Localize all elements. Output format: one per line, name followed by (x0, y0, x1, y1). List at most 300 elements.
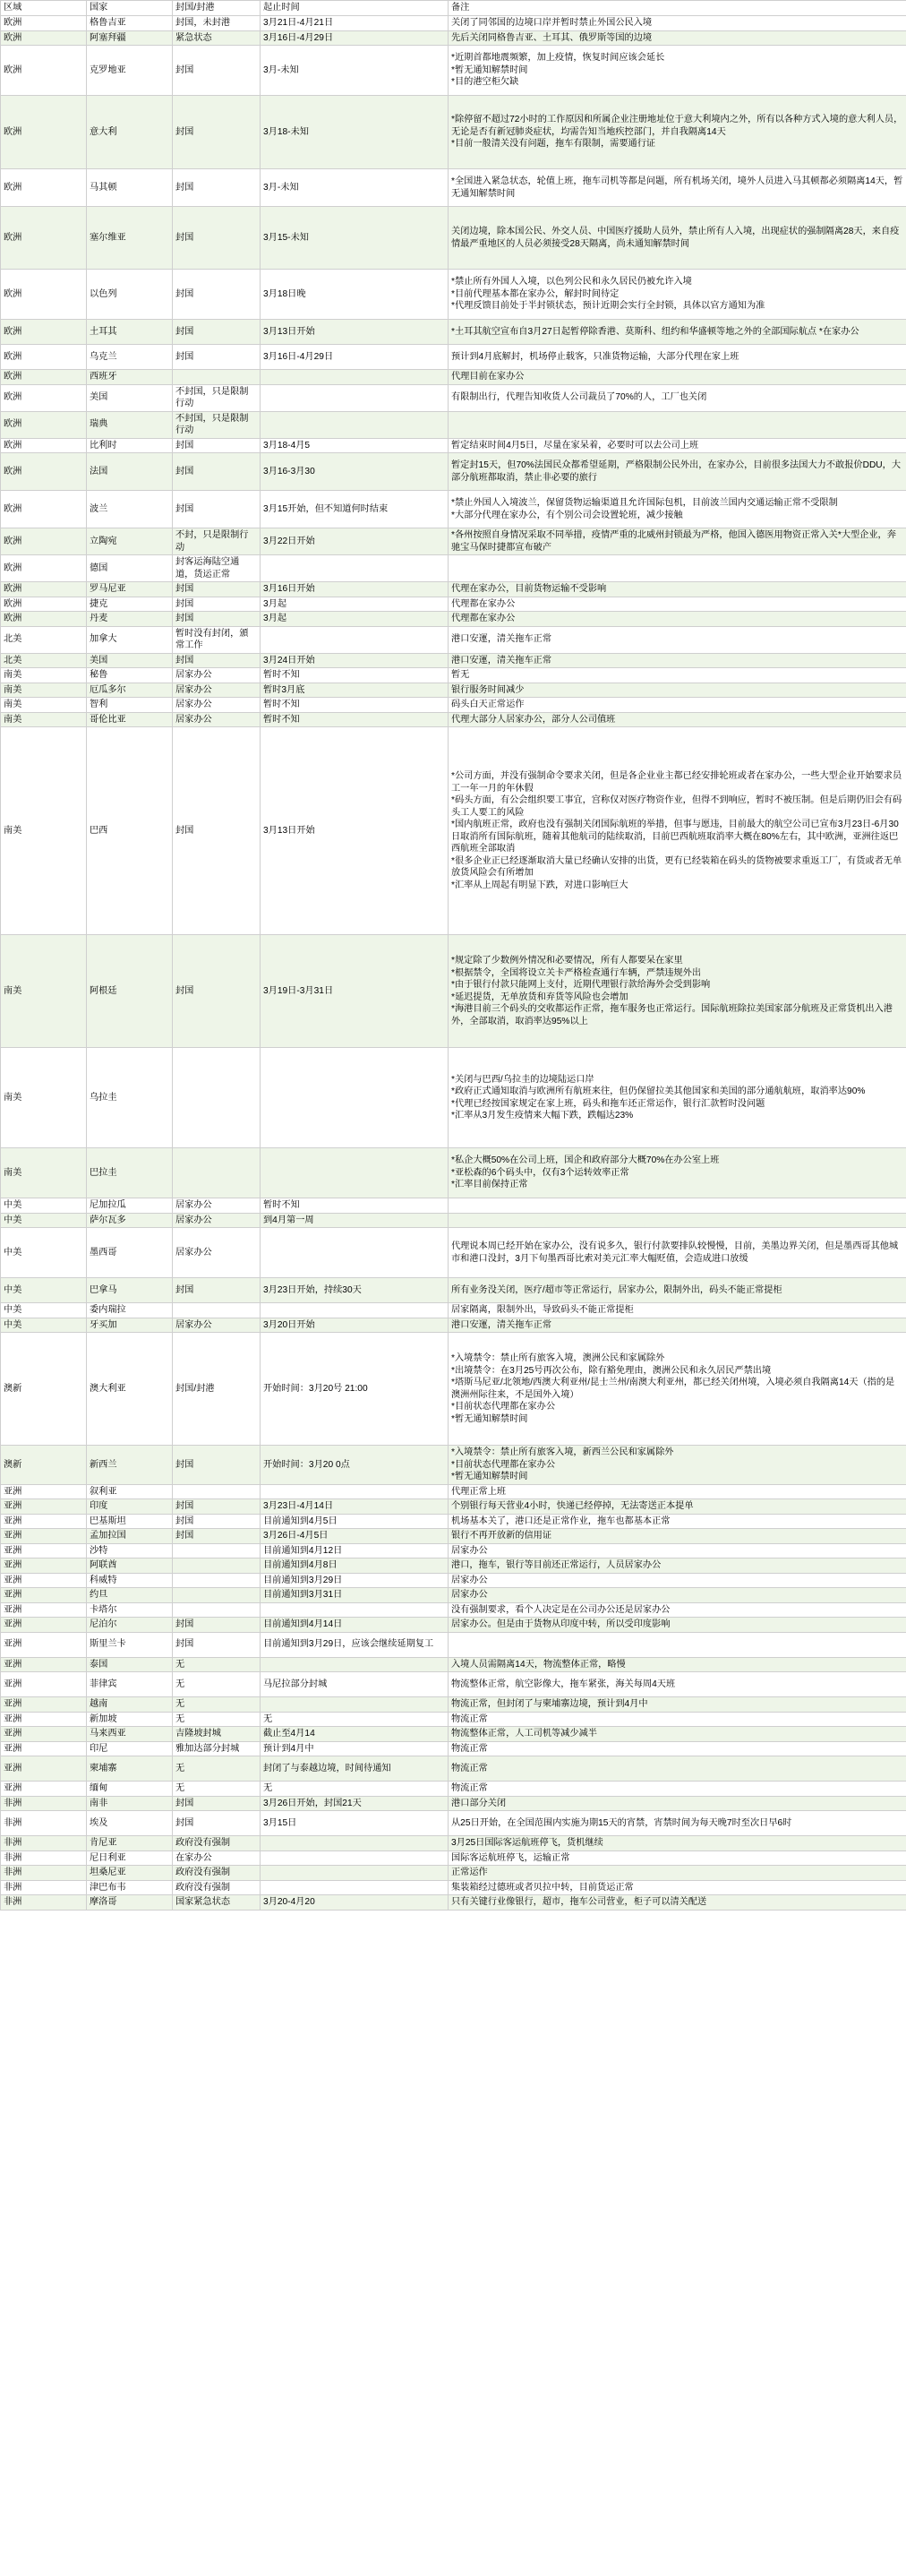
cell-period: 3月21日-4月21日 (261, 16, 449, 31)
cell-notes: 关闭边境，除本国公民、外交人员、中国医疗援助人员外，禁止所有人入境，出现症状的强制隔离28天，来自疫情最严重地区的人员必须接受28天隔离，尚未通知解禁时间 (449, 207, 906, 270)
cell-notes: 暂定封15天，但70%法国民众都希望延期，严格限制公民外出，在家办公，目前很多法国大力不敢报价DDU，大部分航班都取消，禁止非必要的旅行 (449, 453, 906, 491)
cell-country: 孟加拉国 (87, 1529, 173, 1544)
cell-lockdown: 无 (173, 1657, 261, 1672)
cell-period: 暂时不知 (261, 1198, 449, 1214)
cell-period: 3月20日开始 (261, 1318, 449, 1333)
cell-country: 墨西哥 (87, 1228, 173, 1278)
cell-lockdown: 暂时没有封闭，頒常工作 (173, 626, 261, 653)
table-row (1, 96, 906, 169)
table-row (1, 270, 906, 320)
cell-notes: 银行不再开放新的信用证 (449, 1529, 906, 1544)
cell-period: 无 (261, 1712, 449, 1727)
cell-period: 3月22日开始 (261, 528, 449, 555)
cell-notes: 没有强制要求，看个人决定是在公司办公还是居家办公 (449, 1602, 906, 1618)
cell-region: 欧洲 (1, 438, 87, 453)
cell-notes: *近期首都地震频繁，加上疫情，恢复时间应该会延长 *暂无通知解禁时间 *目的港空柜欠缺 (449, 46, 906, 96)
header-notes: 备注 (449, 1, 906, 16)
cell-region: 中美 (1, 1303, 87, 1318)
cell-period: 3月23日开始，持续30天 (261, 1278, 449, 1303)
table-row (1, 1632, 906, 1657)
cell-region: 中美 (1, 1198, 87, 1214)
cell-notes: *除停留不超过72小时的工作原因和所属企业注册地址位于意大利境内之外，所有以各种方式入境的意大利人员，无论是否有新冠肺炎症状，均需告知当地疾控部门，并自我隔离14天 *目前一般清关没有问题，拖车有限制，需要通行证 (449, 96, 906, 169)
cell-lockdown: 封国 (173, 935, 261, 1048)
cell-notes: 物流正常 (449, 1712, 906, 1727)
table-row (1, 1484, 906, 1499)
cell-notes: 港口安運，清关拖车正常 (449, 1318, 906, 1333)
cell-region: 欧洲 (1, 96, 87, 169)
table-row (1, 320, 906, 345)
cell-lockdown (173, 1573, 261, 1588)
cell-country: 阿根廷 (87, 935, 173, 1048)
cell-notes: 代理在家办公，目前货物运输不受影响 (449, 582, 906, 597)
cell-region: 亚洲 (1, 1672, 87, 1697)
table-row (1, 370, 906, 385)
cell-country: 加拿大 (87, 626, 173, 653)
cell-country: 越南 (87, 1697, 173, 1713)
cell-period: 截止至4月14 (261, 1727, 449, 1742)
cell-lockdown (173, 370, 261, 385)
table-row (1, 1228, 906, 1278)
table-row (1, 698, 906, 713)
cell-country: 牙买加 (87, 1318, 173, 1333)
cell-lockdown: 政府没有强制 (173, 1836, 261, 1851)
cell-notes: 3月25日国际客运航班停飞，货机继续 (449, 1836, 906, 1851)
cell-country: 波兰 (87, 491, 173, 528)
cell-lockdown (173, 1148, 261, 1198)
cell-period: 目前通知到3月29日 (261, 1573, 449, 1588)
cell-region: 欧洲 (1, 270, 87, 320)
cell-period: 3月16日-4月29日 (261, 345, 449, 370)
cell-country: 秘鲁 (87, 668, 173, 683)
cell-country: 津巴布韦 (87, 1880, 173, 1895)
cell-region: 南美 (1, 1148, 87, 1198)
cell-country: 塞尔维亚 (87, 207, 173, 270)
table-row (1, 555, 906, 582)
table-row (1, 1697, 906, 1713)
cell-region: 南美 (1, 698, 87, 713)
cell-country: 克罗地亚 (87, 46, 173, 96)
cell-country: 丹麦 (87, 612, 173, 627)
table-row (1, 411, 906, 438)
cell-lockdown: 封国 (173, 612, 261, 627)
cell-country: 哥伦比亚 (87, 712, 173, 727)
header-country: 国家 (87, 1, 173, 16)
cell-notes: *入境禁令：禁止所有旅客入境，澳洲公民和家属除外 *出境禁令：在3月25号再次公布，除有豁免理由，澳洲公民和永久居民严禁出境 *塔斯马尼亚/北领地/西澳大利亚州/昆士兰州/南澳大利亚州，都已经关闭州境，入境必须自我隔离14天（指的是澳洲州际往来，不是国外入境） *目前状态代理都在家办公 *暂无通知解禁时间 (449, 1333, 906, 1446)
cell-notes: *私企大概50%在公司上班，国企和政府部分大概70%在办公室上班 *亚松森的6个码头中，仅有3个运转效率正常 *汇率目前保持正常 (449, 1148, 906, 1198)
cell-region: 南美 (1, 1048, 87, 1148)
cell-lockdown: 在家办公 (173, 1850, 261, 1866)
cell-country: 科威特 (87, 1573, 173, 1588)
cell-country: 委内瑞拉 (87, 1303, 173, 1318)
table-row (1, 453, 906, 491)
cell-lockdown: 封国 (173, 169, 261, 207)
table-row (1, 1333, 906, 1446)
cell-lockdown: 居家办公 (173, 1318, 261, 1333)
cell-period: 3月16-3月30 (261, 453, 449, 491)
cell-country: 马其顿 (87, 169, 173, 207)
table-row (1, 1895, 906, 1911)
table-row (1, 1213, 906, 1228)
cell-lockdown: 封国 (173, 1278, 261, 1303)
cell-notes: 居家办公 (449, 1543, 906, 1558)
cell-notes: *各州按照自身情况采取不同举措，疫情严重的北威州封锁最为严格，他国入德医用物资正常入关*大型企业，奔驰宝马保时捷都宣布破产 (449, 528, 906, 555)
cell-country: 巴西 (87, 727, 173, 935)
table-row (1, 727, 906, 935)
cell-region: 欧洲 (1, 370, 87, 385)
cell-period: 3月-未知 (261, 46, 449, 96)
cell-notes: *禁止所有外国人入境，以色列公民和永久居民仍被允许入境 *目前代理基本都在家办公，解封时间待定 *代理反馈目前处于半封锁状态，预计近期会实行全封锁，具体以官方通知为准 (449, 270, 906, 320)
cell-lockdown: 无 (173, 1756, 261, 1782)
table-row (1, 384, 906, 411)
cell-notes: 港口部分关闭 (449, 1796, 906, 1811)
cell-notes: 暂无 (449, 668, 906, 683)
cell-region: 非洲 (1, 1796, 87, 1811)
cell-region: 亚洲 (1, 1602, 87, 1618)
table-row (1, 1543, 906, 1558)
cell-notes: 所有业务没关闭，医疗/超市等正常运行，居家办公，限制外出，码头不能正常提柜 (449, 1278, 906, 1303)
cell-lockdown: 封国 (173, 46, 261, 96)
cell-lockdown: 封国 (173, 1446, 261, 1485)
cell-region: 非洲 (1, 1895, 87, 1911)
table-row (1, 1727, 906, 1742)
cell-period: 目前通知到4月14日 (261, 1618, 449, 1633)
table-row (1, 1278, 906, 1303)
cell-period: 暂时不知 (261, 712, 449, 727)
cell-notes: 代理大部分人居家办公，部分人公司值班 (449, 712, 906, 727)
cell-country: 阿联酋 (87, 1558, 173, 1574)
cell-region: 北美 (1, 626, 87, 653)
cell-lockdown: 政府没有强制 (173, 1880, 261, 1895)
cell-period (261, 1880, 449, 1895)
cell-region: 欧洲 (1, 597, 87, 612)
cell-notes: 预计到4月底解封，机场停止载客，只准货物运输，大部分代理在家上班 (449, 345, 906, 370)
cell-region: 亚洲 (1, 1657, 87, 1672)
cell-lockdown (173, 1602, 261, 1618)
cell-region: 亚洲 (1, 1588, 87, 1603)
cell-notes: 港口安運，清关拖车正常 (449, 626, 906, 653)
cell-country: 德国 (87, 555, 173, 582)
cell-region: 澳新 (1, 1446, 87, 1485)
table-row (1, 528, 906, 555)
cell-notes: 银行服务时间减少 (449, 683, 906, 698)
cell-region: 亚洲 (1, 1712, 87, 1727)
cell-region: 中美 (1, 1228, 87, 1278)
cell-country: 意大利 (87, 96, 173, 169)
cell-notes (449, 555, 906, 582)
cell-period: 3月15开始，但不知道何时结束 (261, 491, 449, 528)
cell-country: 肯尼亚 (87, 1836, 173, 1851)
cell-lockdown: 封国/封港 (173, 1333, 261, 1446)
cell-lockdown: 封国 (173, 345, 261, 370)
cell-period (261, 626, 449, 653)
cell-region: 亚洲 (1, 1484, 87, 1499)
cell-region: 欧洲 (1, 30, 87, 46)
cell-period: 封闭了与泰越边境，时间待通知 (261, 1756, 449, 1782)
cell-period: 3月20-4月20 (261, 1895, 449, 1911)
cell-region: 非洲 (1, 1850, 87, 1866)
cell-region: 亚洲 (1, 1782, 87, 1797)
cell-region: 澳新 (1, 1333, 87, 1446)
cell-lockdown: 封国 (173, 1796, 261, 1811)
cell-country: 美国 (87, 384, 173, 411)
cell-period: 3月18-4月5 (261, 438, 449, 453)
cell-notes (449, 1632, 906, 1657)
cell-lockdown: 不封国，只是限制行动 (173, 411, 261, 438)
cell-notes: *规定除了少数例外情况和必要情况，所有人都要呆在家里 *根据禁令，全国将设立关卡严格检查通行车辆，严禁违规外出 *由于银行付款只能网上支付，近期代理银行款给海外会受到影响 *延迟提货，无单放货和弃货等风险也会增加 *海港目前三个码头的交收都运作正常，拖车服务也正常运行。国际航班除拉美国家部分航班及正常货机出入港外，全部取消，取消率达95%以上 (449, 935, 906, 1048)
cell-region: 南美 (1, 668, 87, 683)
cell-lockdown: 雅加达部分封城 (173, 1741, 261, 1756)
cell-region: 欧洲 (1, 16, 87, 31)
cell-period: 3月13日开始 (261, 727, 449, 935)
cell-notes: 关闭了同邻国的边境口岸并暂时禁止外国公民入境 (449, 16, 906, 31)
cell-country: 尼加拉瓜 (87, 1198, 173, 1214)
cell-region: 亚洲 (1, 1727, 87, 1742)
cell-region: 欧洲 (1, 582, 87, 597)
cell-lockdown (173, 1543, 261, 1558)
cell-notes: 物流正常 (449, 1782, 906, 1797)
cell-notes (449, 1213, 906, 1228)
cell-country: 卡塔尔 (87, 1602, 173, 1618)
cell-region: 亚洲 (1, 1632, 87, 1657)
cell-period: 开始时间：3月20 0点 (261, 1446, 449, 1485)
cell-period: 目前通知到3月29日，应该会继续延期复工 (261, 1632, 449, 1657)
cell-region: 南美 (1, 683, 87, 698)
cell-period: 暂时不知 (261, 668, 449, 683)
cell-notes: 代理都在家办公 (449, 597, 906, 612)
cell-period (261, 1484, 449, 1499)
cell-notes: *关闭与巴西/乌拉圭的边境陆运口岸 *政府正式通知取消与欧洲所有航班来往，但仍保留拉美其他国家和美国的部分通航航班，取消率达90% *代理已经按国家规定在家上班，码头和拖车还正常运作，银行汇款暂时没问题 *汇率从3月发生疫情来大幅下跌，跌幅达23% (449, 1048, 906, 1148)
table-row (1, 1198, 906, 1214)
cell-period (261, 1836, 449, 1851)
table-row (1, 1741, 906, 1756)
cell-region: 亚洲 (1, 1543, 87, 1558)
cell-notes: 入境人员需隔离14天，物流整体正常，略慢 (449, 1657, 906, 1672)
cell-lockdown: 封国 (173, 1499, 261, 1515)
cell-period: 3月18日晚 (261, 270, 449, 320)
cell-lockdown: 无 (173, 1782, 261, 1797)
cell-lockdown (173, 1588, 261, 1603)
cell-notes: *全国进入紧急状态，轮值上班，拖车司机等都是问题，所有机场关闭，境外人员进入马其顿都必须隔离14天，暂无通知解禁时间 (449, 169, 906, 207)
table-row (1, 438, 906, 453)
cell-notes: 居家办公 (449, 1588, 906, 1603)
cell-country: 新西兰 (87, 1446, 173, 1485)
cell-notes (449, 1198, 906, 1214)
cell-lockdown: 政府没有强制 (173, 1866, 261, 1881)
cell-notes: 居家办公 (449, 1573, 906, 1588)
cell-country: 柬埔寨 (87, 1756, 173, 1782)
cell-country: 巴基斯坦 (87, 1514, 173, 1529)
cell-period (261, 370, 449, 385)
cell-period: 目前通知到3月31日 (261, 1588, 449, 1603)
table-body (1, 16, 906, 1911)
cell-region: 亚洲 (1, 1697, 87, 1713)
table-row (1, 612, 906, 627)
cell-country: 智利 (87, 698, 173, 713)
cell-period (261, 1602, 449, 1618)
table-row (1, 1048, 906, 1148)
cell-period (261, 384, 449, 411)
cell-region: 亚洲 (1, 1573, 87, 1588)
cell-country: 摩洛哥 (87, 1895, 173, 1911)
cell-lockdown: 封国 (173, 653, 261, 668)
cell-country: 比利时 (87, 438, 173, 453)
table-row (1, 1588, 906, 1603)
table-row (1, 1712, 906, 1727)
table-row (1, 1573, 906, 1588)
cell-country: 斯里兰卡 (87, 1632, 173, 1657)
cell-notes: 机场基本关了，港口还是正常作业，拖车也都基本正常 (449, 1514, 906, 1529)
table-row (1, 1866, 906, 1881)
cell-lockdown (173, 1303, 261, 1318)
header-period: 起止时间 (261, 1, 449, 16)
cell-notes: 国际客运航班停飞，运输正常 (449, 1850, 906, 1866)
cell-notes: 居家办公。但是由于货物从印度中转，所以受印度影响 (449, 1618, 906, 1633)
cell-period: 开始时间：3月20号 21:00 (261, 1333, 449, 1446)
cell-notes: 只有关键行业像银行，超市，拖车公司营业，柜子可以清关配送 (449, 1895, 906, 1911)
cell-lockdown: 无 (173, 1712, 261, 1727)
cell-country: 埃及 (87, 1811, 173, 1836)
cell-lockdown: 封国 (173, 453, 261, 491)
cell-region: 亚洲 (1, 1756, 87, 1782)
cell-lockdown (173, 1484, 261, 1499)
table-row (1, 582, 906, 597)
table-row (1, 1796, 906, 1811)
cell-lockdown: 吉隆坡封城 (173, 1727, 261, 1742)
table-row (1, 626, 906, 653)
cell-region: 中美 (1, 1318, 87, 1333)
cell-lockdown: 居家办公 (173, 1198, 261, 1214)
cell-country: 罗马尼亚 (87, 582, 173, 597)
cell-region: 欧洲 (1, 384, 87, 411)
cell-period (261, 1148, 449, 1198)
cell-region: 南美 (1, 727, 87, 935)
cell-country: 立陶宛 (87, 528, 173, 555)
table-row (1, 712, 906, 727)
cell-region: 欧洲 (1, 612, 87, 627)
cell-notes: 港口，拖车，银行等目前还正常运行，人员居家办公 (449, 1558, 906, 1574)
cell-notes: 个别银行每天营业4小时，快递已经停掉，无法寄送正本提单 (449, 1499, 906, 1515)
cell-period: 3月13日开始 (261, 320, 449, 345)
cell-notes: 集装箱经过德班或者贝拉中转，目前货运正常 (449, 1880, 906, 1895)
cell-country: 以色列 (87, 270, 173, 320)
cell-period: 3月起 (261, 612, 449, 627)
cell-period: 3月26日-4月5日 (261, 1529, 449, 1544)
cell-lockdown: 封国 (173, 1632, 261, 1657)
cell-lockdown: 封客运海陆空通道，货运正常 (173, 555, 261, 582)
table-row (1, 1602, 906, 1618)
cell-period (261, 1048, 449, 1148)
cell-country: 南非 (87, 1796, 173, 1811)
table-row (1, 1499, 906, 1515)
cell-region: 中美 (1, 1278, 87, 1303)
cell-country: 巴拉圭 (87, 1148, 173, 1198)
cell-lockdown: 居家办公 (173, 1228, 261, 1278)
table-row (1, 30, 906, 46)
cell-period (261, 1866, 449, 1881)
cell-region: 欧洲 (1, 411, 87, 438)
cell-notes: 代理正常上班 (449, 1484, 906, 1499)
cell-region: 欧洲 (1, 491, 87, 528)
cell-lockdown: 居家办公 (173, 712, 261, 727)
cell-period: 暂时3月底 (261, 683, 449, 698)
header-lockdown: 封国/封港 (173, 1, 261, 16)
cell-notes: 物流正常，但封闭了与柬埔寨边境，预计到4月中 (449, 1697, 906, 1713)
cell-country: 马来西亚 (87, 1727, 173, 1742)
cell-period: 到4月第一周 (261, 1213, 449, 1228)
cell-lockdown: 封国 (173, 270, 261, 320)
cell-notes (449, 411, 906, 438)
cell-region: 非洲 (1, 1866, 87, 1881)
table-row (1, 1836, 906, 1851)
cell-lockdown: 封国 (173, 727, 261, 935)
cell-region: 欧洲 (1, 169, 87, 207)
cell-period (261, 1657, 449, 1672)
cell-country: 坦桑尼亚 (87, 1866, 173, 1881)
cell-region: 欧洲 (1, 207, 87, 270)
cell-region: 非洲 (1, 1836, 87, 1851)
cell-country: 泰国 (87, 1657, 173, 1672)
table-row (1, 1880, 906, 1895)
table-row (1, 668, 906, 683)
table-row (1, 491, 906, 528)
table-row (1, 345, 906, 370)
table-row (1, 1148, 906, 1198)
cell-period: 3月19日-3月31日 (261, 935, 449, 1048)
cell-country: 澳大利亚 (87, 1333, 173, 1446)
cell-country: 沙特 (87, 1543, 173, 1558)
cell-notes: *禁止外国人入境波兰，保留货物运输渠道且允许国际包机，目前波兰国内交通运输正常不受限制 *大部分代理在家办公，有个别公司会设置轮班，减少接触 (449, 491, 906, 528)
cell-region: 亚洲 (1, 1618, 87, 1633)
cell-period: 目前通知到4月12日 (261, 1543, 449, 1558)
cell-region: 欧洲 (1, 345, 87, 370)
cell-period: 目前通知到4月8日 (261, 1558, 449, 1574)
cell-notes: 有限制出行，代理告知收货人公司裁员了70%的人，工厂也关闭 (449, 384, 906, 411)
cell-period (261, 1228, 449, 1278)
table-row (1, 1811, 906, 1836)
cell-lockdown: 居家办公 (173, 683, 261, 698)
table-row (1, 597, 906, 612)
table-row (1, 16, 906, 31)
cell-country: 新加坡 (87, 1712, 173, 1727)
cell-region: 欧洲 (1, 555, 87, 582)
cell-country: 印度 (87, 1499, 173, 1515)
cell-notes: 代理目前在家办公 (449, 370, 906, 385)
cell-country: 乌拉圭 (87, 1048, 173, 1148)
cell-lockdown: 封国，未封港 (173, 16, 261, 31)
table-row (1, 683, 906, 698)
cell-notes: 物流正常 (449, 1741, 906, 1756)
cell-period (261, 1303, 449, 1318)
cell-lockdown: 封国 (173, 1811, 261, 1836)
cell-period: 3月起 (261, 597, 449, 612)
cell-notes: 物流整体正常，航空影像大，拖车紧张，海关每周4天班 (449, 1672, 906, 1697)
cell-lockdown: 紧急状态 (173, 30, 261, 46)
cell-period: 预计到4月中 (261, 1741, 449, 1756)
cell-notes: 码头白天正常运作 (449, 698, 906, 713)
cell-lockdown: 封国 (173, 1618, 261, 1633)
cell-period: 3月23日-4月14日 (261, 1499, 449, 1515)
table-row (1, 1558, 906, 1574)
header-region: 区域 (1, 1, 87, 16)
cell-lockdown: 居家办公 (173, 668, 261, 683)
cell-country: 乌克兰 (87, 345, 173, 370)
cell-notes: *公司方面，并没有强制命令要求关闭，但是各企业业主都已经安排轮班或者在家办公，一些大型企业开始要求员工一年一月的年休假 *码头方面，有公会组织要工事宜，宫称仅对医疗物资作业，但得不到响应，暂时不被压制。但是后期仍旧会有码头工人要工的风险 *国内航班正常，政府也没有强制关闭国际航班的举措，但事与愿违，目前最大的航空公司已宣布3月23日-6月30日取消所有国际航班，随着其他航司的陆续取消，目前巴西航班取消率大概在80%左右，其中欧洲，亚洲往返巴西航班全部取消 *很多企业正已经逐渐取消大量已经确认安排的出货，更有已经装箱在码头的货物被要求重返工厂，有货或者无单放货风险会有所增加 *汇率从上周起有明显下跌，对进口影响巨大 (449, 727, 906, 935)
cell-notes: *入境禁令：禁止所有旅客入境，新西兰公民和家属除外 *目前状态代理都在家办公 *暂无通知解禁时间 (449, 1446, 906, 1485)
cell-notes: 正常运作 (449, 1866, 906, 1881)
cell-period: 3月26日开始，封国21天 (261, 1796, 449, 1811)
cell-country: 约旦 (87, 1588, 173, 1603)
cell-period (261, 1850, 449, 1866)
